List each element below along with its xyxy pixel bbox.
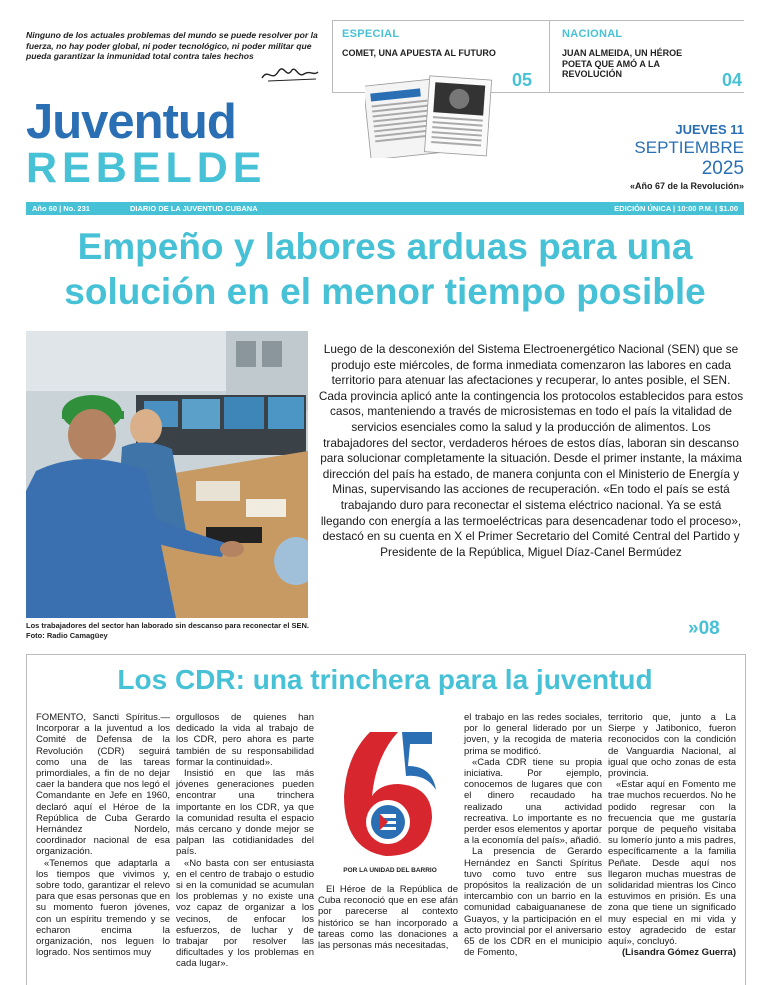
paragraph: El Héroe de la República de Cuba reconoció que en ese afán por parecerse al contexto histórico se han incorporado a tareas como las donaciones a las personas más necesitadas,	[318, 884, 458, 952]
divider	[549, 20, 550, 92]
masthead-quote: Ninguno de los actuales problemas del mundo se puede resolver por la fuerza, no hay poder global, ni poder tecnológico, ni poder militar que pueda garantizar la inmunidad total contra tales hechos	[26, 30, 318, 61]
paragraph: FOMENTO, Sancti Spíritus.— Incorporar a la juventud a los Comité de Defensa de la Revolución (CDR) seguirá como una de las tareas primordiales, a fin de no dejar caer la bandera que nos legó el Comandante en Jefe en 1960, declaró aquí el Héroe de la República de Cuba Gerardo Hernández Nordelo, coordinador nacional de esa organización.	[36, 712, 170, 858]
teaser-nacional-section: NACIONAL	[562, 28, 623, 40]
continued-page-link[interactable]: »08	[688, 618, 720, 639]
signature-icon	[258, 62, 322, 86]
teaser-especial-page[interactable]: 05	[512, 70, 533, 90]
date-year: 2025	[701, 158, 744, 179]
teaser-nacional-headline[interactable]: JUAN ALMEIDA, UN HÉROE POETA QUE AMÓ A LA REVOLUCIÓN	[562, 48, 683, 79]
divider	[332, 20, 744, 21]
paragraph: orgullosos de quienes han dedicado la vida al trabajo de los CDR, pero ahora es parte también de su responsabilidad formar la continuidad».	[176, 712, 314, 768]
paragraph: territorio que, junto a La Sierpe y Jatibonico, fueron reconocidos con la condición de Vanguardia Nacional, al igual que ocho zonas de esta provincia.	[608, 712, 736, 780]
paragraph: «Tenemos que adaptarla a los tiempos que vivimos y, sobre todo, garantizar el relevo para que esas personas que en su momento fueron jóvenes, con un espíritu tremendo y se echaron encima la organización, nos leguen lo logrado. Nos sentimos muy	[36, 857, 170, 959]
photo-caption: Los trabajadores del sector han laborado sin descanso para reconectar el SEN. Foto: Radio Camagüey	[26, 621, 310, 640]
cdr-logo-text: POR LA UNIDAD DEL BARRIO	[343, 867, 437, 874]
paragraph: «No basta con ser entusiasta en el centro de trabajo o estudio si en la comunidad se acumulan los problemas y no existe una voz capaz de organizar a los vecinos, de enfocar los esfuerzos, de luchar y de trabajar por resolver las dificultades y los problemas en cada lugar».	[176, 857, 314, 970]
cdr-headline[interactable]: Los CDR: una trinchera para la juventud	[117, 664, 653, 695]
date-month: SEPTIEMBRE	[634, 138, 744, 157]
workers-control-room-photo	[26, 331, 308, 618]
info-bar-edition: EDICIÓN ÚNICA | 10:00 P.M. | $1.00	[614, 204, 738, 213]
paragraph: La presencia de Gerardo Hernández en Sancti Spíritus tuvo como tuvo entre sus propósitos la realización de un intercambio con un barrio en la comunidad cabaiguananese de Guayos, y la participación en el acto provincial por el aniversario 65 de los CDR en el municipio de Fomento,	[464, 846, 602, 959]
cdr-column-3	[318, 884, 458, 951]
paragraph: «Estar aquí en Fomento me trae muchos recuerdos. No he podido regresar con la frecuencia que me gustaría porque de pequeño visitaba su lomerío junto a mis padres, específicamente a la familia Peñate. Desde aquí nos llegaron muchas muestras de solidaridad mientras los Cinco estuvimos en prisión. Es una zona que tiene un significado muy especial en mi vida y estoy agradecido de estar aquí», concluyó.	[608, 779, 736, 948]
teaser-nacional-page[interactable]: 04	[722, 70, 743, 90]
info-bar	[26, 202, 744, 215]
paragraph: el trabajo en las redes sociales, por lo general liderado por un joven, y la recogida de materia prima se modificó.	[464, 712, 602, 757]
cdr-column-4	[464, 712, 602, 958]
info-bar-issue: Año 60 | No. 231	[32, 204, 90, 213]
date-day: JUEVES 11	[675, 122, 744, 137]
date-note: «Año 67 de la Revolución»	[629, 181, 744, 191]
paragraph: Insistió en que las más jóvenes generaciones pueden encontrar una trinchera importante en los CDR, ya que la comunidad resulta el espacio más cercano y donde mejor se palpan las cotidianidades del país.	[176, 768, 314, 858]
main-headline[interactable]: Empeño y labores arduas para una solución en el menor tiempo posible	[64, 226, 706, 312]
cdr-column-1	[36, 712, 170, 958]
teaser-especial-headline[interactable]: COMET, UNA APUESTA AL FUTURO	[342, 48, 496, 58]
teaser-especial-section: ESPECIAL	[342, 28, 400, 40]
cdr-column-5	[608, 712, 736, 958]
divider	[332, 20, 333, 92]
info-bar-tagline: DIARIO DE LA JUVENTUD CUBANA	[130, 204, 258, 213]
cdr-65-logo-icon	[336, 726, 444, 876]
cdr-column-2	[176, 712, 314, 970]
author-byline: (Lisandra Gómez Guerra)	[621, 947, 736, 959]
logo-juventud: Juventud	[26, 95, 236, 149]
logo-rebelde: REBELDE	[26, 144, 267, 192]
main-story-lead: Luego de la desconexión del Sistema Electroenergético Nacional (SEN) que se produjo este miércoles, de forma inmediata comenzaron las labores en cada territorio para atenuar las afectaciones y recuperar, lo antes posible, el SEN. Cada provincia aplicó ante la contingencia los protocolos establecidos para estos casos, manteniendo a través de microsistemas en todo el país la vitalidad de servicios esenciales como la salud y la producción de alimentos. Los trabajadores del sector, verdaderos héroes de estos días, laboran sin descanso para solucionar completamente la situación. Desde el primer instante, la máxima dirección del país ha estado, de manera conjunta con el Ministerio de Energía y Minas, supervisando las acciones de recuperación. «En todo el país se está trabajando duro para reconectar el sistema eléctrico nacional. Ya se está llegando con energía a las termoeléctricas para desencadenar todo el proceso», destacó en su cuenta en X el Primer Secretario del Comité Central del Partido y Presidente de la República, Miguel Díaz-Canel Bermúdez	[318, 342, 744, 559]
newspaper-thumbnail-icon	[365, 72, 495, 158]
paragraph: «Cada CDR tiene su propia iniciativa. Por ejemplo, conocemos de lugares que con el dinero recaudado ha realizado una actividad recreativa. Lo importante es no perder esos elementos y aportar a la economía del país», añadió.	[464, 756, 602, 847]
